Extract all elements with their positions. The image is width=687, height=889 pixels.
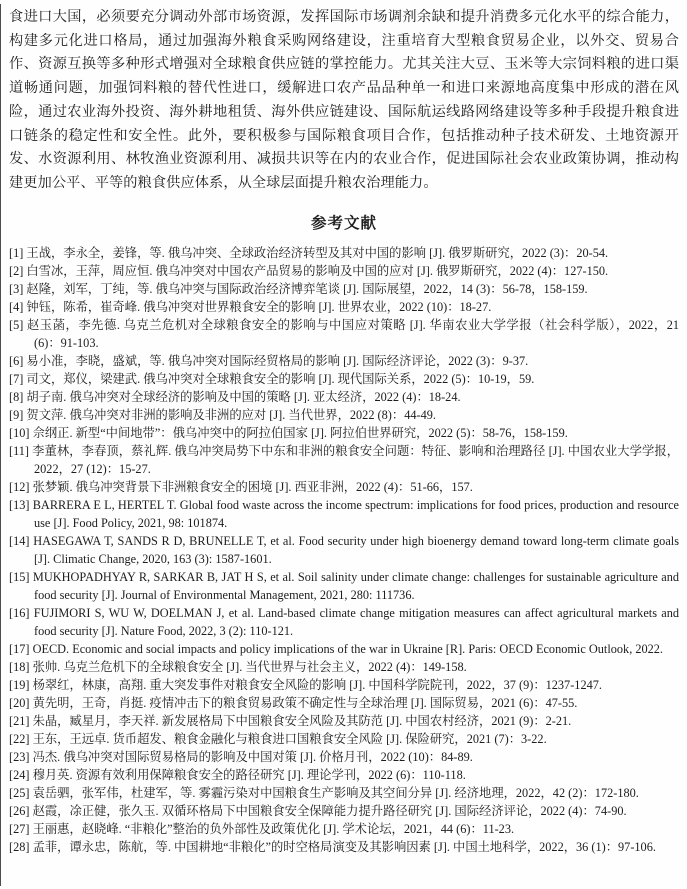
reference-label: [8] [9, 389, 24, 404]
reference-label: [2] [9, 263, 24, 278]
reference-item [9, 604, 679, 640]
references-heading: 参考文献 [310, 214, 377, 232]
reference-item [9, 244, 679, 262]
reference-label: [26] [9, 803, 30, 818]
reference-label: [15] [9, 569, 30, 584]
reference-label: [12] [9, 479, 30, 494]
reference-text: BARRERA E L, HERTEL T. Global food waste across the income spectrum: implications for food prices, production and resource use [J]. Food Policy, 2021, 98: 101874. [29, 497, 679, 530]
reference-text: 钟钰，陈希，崔奇峰. 俄乌冲突对世界粮食安全的影响 [J]. 世界农业，2022 (10)：18-27. [23, 299, 492, 314]
reference-item [9, 838, 679, 856]
reference-label: [19] [9, 677, 30, 692]
reference-item [9, 496, 679, 532]
reference-item [9, 262, 679, 280]
reference-label: [7] [9, 371, 24, 386]
reference-text: FUJIMORI S, WU W, DOELMAN J, et al. Land-based climate change mitigation measures can affect agricultural markets and food security [J]. Nature Food, 2022, 3 (2): 110-121. [29, 605, 679, 638]
reference-item [9, 694, 679, 712]
reference-label: [9] [9, 407, 24, 422]
reference-text: 朱晶，臧星月，李天祥. 新发展格局下中国粮食安全风险及其防范 [J]. 中国农村经济，2021 (9)：2-21. [29, 713, 572, 728]
reference-text: 黄先明，王奇，肖挺. 疫情冲击下的粮食贸易政策不确定性与全球治理 [J]. 国际贸易，2021 (6)：47-55. [29, 695, 578, 710]
reference-item [9, 298, 679, 316]
reference-item [9, 748, 679, 766]
reference-label: [25] [9, 785, 30, 800]
reference-item [9, 442, 679, 478]
reference-text: MUKHOPADHYAY R, SARKAR B, JAT H S, et al. Soil salinity under climate change: challenges for sustainable agriculture and food security [J]. Journal of Environmental Management, 2021, 280: 111736. [29, 569, 679, 602]
reference-label: [1] [9, 245, 24, 260]
reference-label: [6] [9, 353, 24, 368]
reference-item [9, 280, 679, 298]
reference-item [9, 784, 679, 802]
reference-item [9, 802, 679, 820]
reference-list [9, 244, 679, 856]
reference-text: 易小准，李晓，盛斌，等. 俄乌冲突对国际经贸格局的影响 [J]. 国际经济评论，2022 (3)：9-37. [23, 353, 529, 368]
reference-label: [5] [9, 317, 24, 332]
reference-label: [10] [9, 425, 30, 440]
reference-label: [3] [9, 281, 24, 296]
reference-text: OECD. Economic and social impacts and policy implications of the war in Ukraine [R]. Paris: OECD Economic Outlook, 2022. [29, 641, 664, 656]
reference-item [9, 370, 679, 388]
reference-text: 赵玉菡，李先德. 乌克兰危机对全球粮食安全的影响与中国应对策略 [J]. 华南农业大学学报（社会科学版），2022，21 (6)：91-103. [23, 317, 679, 350]
reference-item [9, 532, 679, 568]
reference-text: 袁岳驷，张军伟，杜建军，等. 雾霾污染对中国粮食生产影响及其空间分异 [J]. 经济地理，2022，42 (2)：172-180. [29, 785, 639, 800]
reference-item [9, 658, 679, 676]
reference-text: 赵霞，凃正健，张久玉. 双循环格局下中国粮食安全保障能力提升路径研究 [J]. 国际经济评论，2022 (4)：74-90. [29, 803, 627, 818]
reference-item [9, 316, 679, 352]
reference-text: 贺文萍. 俄乌冲突对非洲的影响及非洲的应对 [J]. 当代世界，2022 (8)：44-49. [23, 407, 436, 422]
reference-text: 李董林，李春顶，蔡礼辉. 俄乌冲突局势下中东和非洲的粮食安全问题：特征、影响和治理路径 [J]. 中国农业大学学报，2022，27 (12)：15-27. [29, 443, 679, 476]
reference-text: 张帅. 乌克兰危机下的全球粮食安全 [J]. 当代世界与社会主义，2022 (4)：149-158. [29, 659, 467, 674]
reference-item [9, 478, 679, 496]
reference-text: 张梦颖. 俄乌冲突背景下非洲粮食安全的困境 [J]. 西亚非洲，2022 (4)：51-66，157. [29, 479, 473, 494]
reference-item [9, 352, 679, 370]
reference-label: [21] [9, 713, 30, 728]
reference-text: 穆月英. 资源有效利用保障粮食安全的路径研究 [J]. 理论学刊，2022 (6)：110-118. [29, 767, 466, 782]
reference-text: HASEGAWA T, SANDS R D, BRUNELLE T, et al. Food security under high bioenergy demand toward long-term climate goals [J]. Climatic Change, 2020, 163 (3): 1587-1601. [29, 533, 679, 566]
reference-item [9, 406, 679, 424]
body-paragraph: 食进口大国，必须要充分调动外部市场资源，发挥国际市场调剂余缺和提升消费多元化水平的综合能力，构建多元化进口格局，通过加强海外粮食采购网络建设，注重培育大型粮食贸易企业，以外交、贸易合作、资源互换等多种形式增强对全球粮食供应链的掌控能力。尤其关注大豆、玉米等大宗饲料粮的进口渠道畅通问题，加强饲料粮的替代性进口，缓解进口农产品品种单一和进口来源地高度集中形成的潜在风险，通过农业海外投资、海外耕地租赁、海外供应链建设、国际航运线路网络建设等多种手段提升粮食进口链条的稳定性和安全性。此外，要积极参与国际粮食项目合作，包括推动种子技术研发、土地资源开发、水资源利用、林牧渔业资源利用、减损共识等在内的农业合作，促进国际社会农业政策协调，推动构建更加公平、平等的粮食供应体系，从全球层面提升粮农治理能力。 [9, 9, 679, 191]
reference-text: 王东，王远卓. 货币超发、粮食金融化与粮食进口国粮食安全风险 [J]. 保险研究，2021 (7)：3-22. [29, 731, 547, 746]
reference-item [9, 712, 679, 730]
page-left-scan-edge-line [0, 4, 1, 886]
reference-label: [27] [9, 821, 30, 836]
reference-text: 杨翠红，林康，高翔. 重大突发事件对粮食安全风险的影响 [J]. 中国科学院院刊，2022，37 (9)：1237-1247. [29, 677, 602, 692]
reference-text: 佘纲正. 新型“中间地带”：俄乌冲突中的阿拉伯国家 [J]. 阿拉伯世界研究，2022 (5)：58-76，158-159. [29, 425, 568, 440]
reference-item [9, 568, 679, 604]
reference-label: [18] [9, 659, 30, 674]
reference-text: 王丽惠，赵晓峰. “非粮化”整治的负外部性及政策优化 [J]. 学术论坛，2021，44 (6)：11-23. [29, 821, 515, 836]
reference-label: [23] [9, 749, 30, 764]
reference-item [9, 676, 679, 694]
reference-text: 胡子南. 俄乌冲突对全球经济的影响及中国的策略 [J]. 亚太经济，2022 (4)：18-24. [23, 389, 461, 404]
reference-label: [17] [9, 641, 30, 656]
reference-label: [4] [9, 299, 24, 314]
reference-text: 司文，郑仪，梁建武. 俄乌冲突对全球粮食安全的影响 [J]. 现代国际关系，2022 (5)：10-19，59. [23, 371, 535, 386]
reference-item [9, 640, 679, 658]
reference-text: 王战，李永全，姜锋，等. 俄乌冲突、全球政治经济转型及其对中国的影响 [J]. 俄罗斯研究，2022 (3)：20-54. [23, 245, 609, 260]
reference-text: 赵隆，刘军，丁纯，等. 俄乌冲突与国际政治经济博弈笔谈 [J]. 国际展望，2022，14 (3)：56-78，158-159. [23, 281, 588, 296]
reference-label: [24] [9, 767, 30, 782]
reference-label: [14] [9, 533, 30, 548]
reference-label: [11] [9, 443, 30, 458]
reference-label: [20] [9, 695, 30, 710]
reference-text: 白雪冰，王萍，周应恒. 俄乌冲突对中国农产品贸易的影响及中国的应对 [J]. 俄罗斯研究，2022 (4)：127-150. [23, 263, 609, 278]
reference-item [9, 766, 679, 784]
reference-item [9, 424, 679, 442]
reference-item [9, 388, 679, 406]
reference-item [9, 730, 679, 748]
reference-text: 冯杰. 俄乌冲突对国际贸易格局的影响及中国对策 [J]. 价格月刊，2022 (10)：84-89. [29, 749, 473, 764]
reference-label: [28] [9, 839, 30, 854]
reference-label: [16] [9, 605, 30, 620]
reference-item [9, 820, 679, 838]
reference-text: 孟菲，谭永忠，陈航，等. 中国耕地“非粮化”的时空格局演变及其影响因素 [J]. 中国土地科学，2022，36 (1)：97-106. [29, 839, 656, 854]
reference-label: [22] [9, 731, 30, 746]
reference-label: [13] [9, 497, 30, 512]
